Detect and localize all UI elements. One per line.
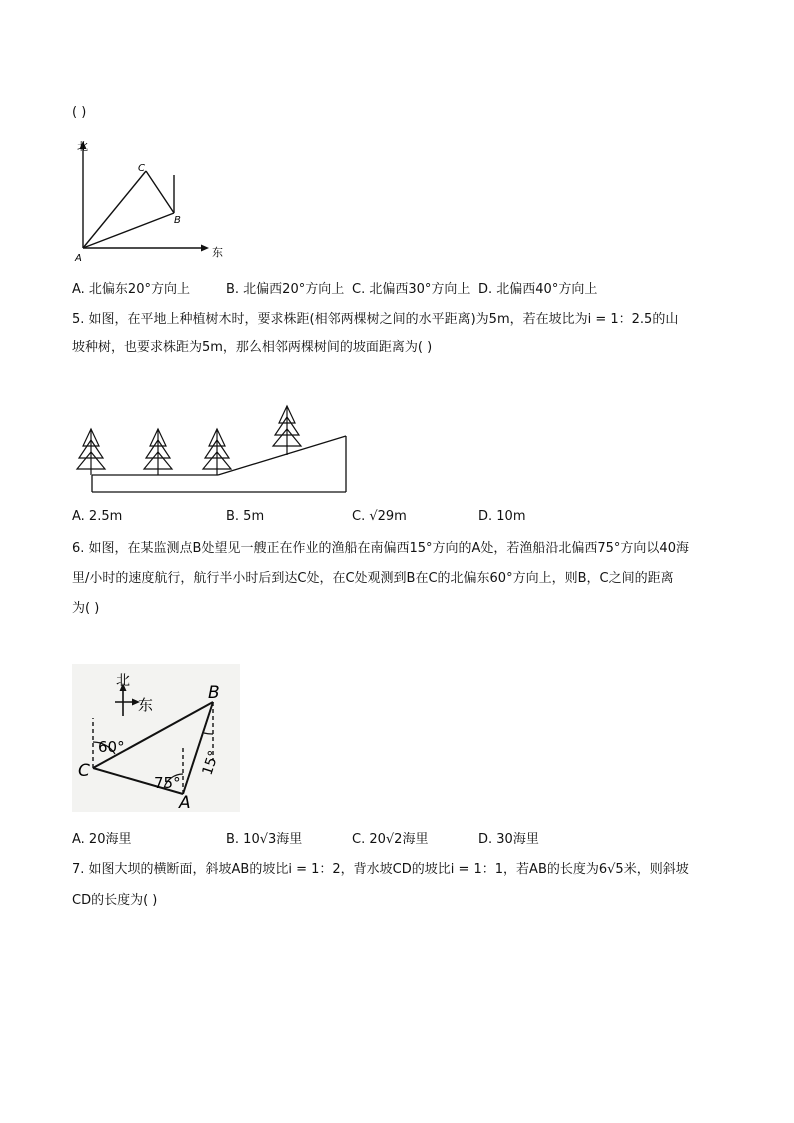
- q5-option-b: B. 5m: [226, 509, 265, 524]
- q6-bearing-figure: [72, 664, 240, 812]
- q4-point-c: C: [138, 163, 145, 174]
- tree-icon: [203, 429, 231, 475]
- q4-answer-paren: ( ): [72, 105, 87, 120]
- q7-stem-line-1: 7. 如图大坝的横断面，斜坡AB的坡比i = 1：2，背水坡CD的坡比i = 1：1，若AB的长度为6√5米，则斜坡: [72, 862, 689, 877]
- q5-stem-line-2: 坡种树，也要求株距为5m，那么相邻两棵树间的坡面距离为( ): [72, 340, 433, 355]
- q7-stem-line-2: CD的长度为( ): [72, 893, 158, 908]
- q4-direction-figure: [60, 135, 230, 265]
- q4-option-b: B. 北偏西20°方向上: [226, 282, 345, 297]
- q6-option-c: C. 20√2海里: [352, 832, 429, 847]
- q5-option-c: C. √29m: [352, 509, 407, 524]
- q4-option-a: A. 北偏东20°方向上: [72, 282, 190, 297]
- q6-east-label: 东: [138, 696, 154, 714]
- q4-east-label: 东: [212, 246, 223, 259]
- q4-option-c: C. 北偏西30°方向上: [352, 282, 471, 297]
- q6-option-b: B. 10√3海里: [226, 832, 303, 847]
- q6-north-label: 北: [116, 673, 130, 689]
- q6-option-a: A. 20海里: [72, 832, 132, 847]
- tree-icon: [273, 406, 301, 455]
- q5-option-a: A. 2.5m: [72, 509, 123, 524]
- q6-angle-a: 75°: [154, 774, 181, 792]
- q4-option-d: D. 北偏西40°方向上: [478, 282, 598, 297]
- q6-stem-line-3: 为( ): [72, 601, 100, 616]
- q6-angle-c: 60°: [98, 738, 125, 756]
- q6-stem-line-1: 6. 如图，在某监测点B处望见一艘正在作业的渔船在南偏西15°方向的A处，若渔船沿北偏西75°方向以40海: [72, 541, 689, 556]
- q4-point-a: A: [75, 253, 82, 264]
- tree-icon: [77, 429, 105, 475]
- q6-angle-b: 15°: [199, 748, 223, 778]
- q4-point-b: B: [174, 215, 181, 226]
- q5-option-d: D. 10m: [478, 509, 526, 524]
- q6-point-c: C: [78, 761, 90, 781]
- q5-stem-line-1: 5. 如图，在平地上种植树木时，要求株距(相邻两棵树之间的水平距离)为5m，若在坡比为i = 1：2.5的山: [72, 312, 679, 327]
- q6-option-d: D. 30海里: [478, 832, 539, 847]
- q4-north-label: 北: [77, 140, 88, 153]
- q6-stem-line-2: 里/小时的速度航行，航行半小时后到达C处，在C处观测到B在C的北偏东60°方向上，则B，C之间的距离: [72, 571, 674, 586]
- tree-icon: [144, 429, 172, 475]
- q5-slope-trees-figure: [70, 400, 360, 500]
- q6-point-a: A: [179, 793, 191, 812]
- q6-point-b: B: [208, 683, 220, 703]
